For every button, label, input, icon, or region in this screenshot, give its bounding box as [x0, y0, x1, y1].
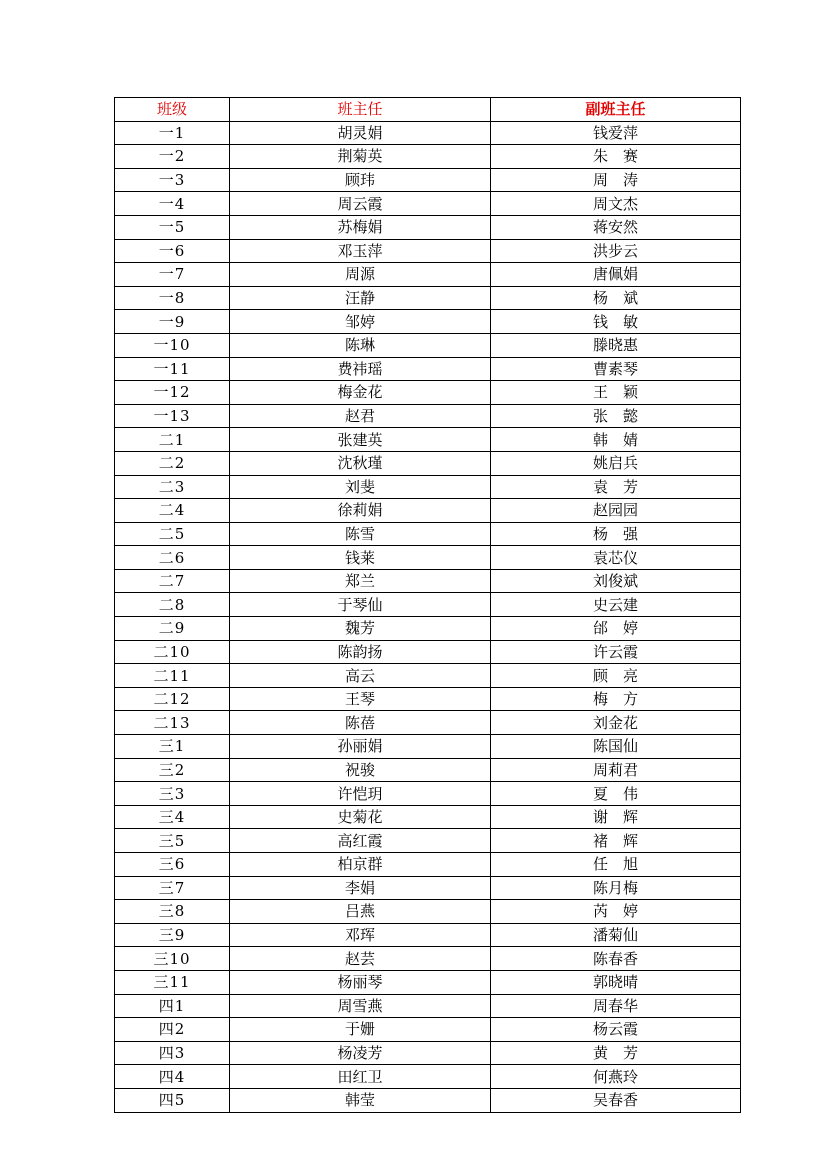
class-cell: 二12	[115, 687, 230, 711]
deputy-teacher-cell: 邰 婷	[491, 617, 741, 641]
header-head-teacher: 班主任	[230, 98, 491, 122]
head-teacher-cell: 许恺玥	[230, 782, 491, 806]
table-row	[115, 1088, 741, 1112]
table-row	[115, 947, 741, 971]
table-row	[115, 735, 741, 759]
head-teacher-cell: 于姗	[230, 1018, 491, 1042]
class-cell: 一6	[115, 239, 230, 263]
deputy-teacher-cell: 周春华	[491, 994, 741, 1018]
head-teacher-cell: 徐莉娟	[230, 499, 491, 523]
deputy-teacher-cell: 潘菊仙	[491, 923, 741, 947]
header-class: 班级	[115, 98, 230, 122]
head-teacher-cell: 祝骏	[230, 758, 491, 782]
head-teacher-cell: 陈蓓	[230, 711, 491, 735]
class-cell: 二8	[115, 593, 230, 617]
table-header-row	[115, 98, 741, 122]
class-cell: 三5	[115, 829, 230, 853]
head-teacher-cell: 魏芳	[230, 617, 491, 641]
deputy-teacher-cell: 周文杰	[491, 192, 741, 216]
class-cell: 一5	[115, 215, 230, 239]
head-teacher-cell: 赵芸	[230, 947, 491, 971]
table-row	[115, 758, 741, 782]
class-cell: 二13	[115, 711, 230, 735]
deputy-teacher-cell: 滕晓惠	[491, 333, 741, 357]
head-teacher-cell: 费祎瑶	[230, 357, 491, 381]
class-cell: 二3	[115, 475, 230, 499]
class-cell: 三8	[115, 900, 230, 924]
class-cell: 三6	[115, 853, 230, 877]
deputy-teacher-cell: 刘金花	[491, 711, 741, 735]
class-cell: 三7	[115, 876, 230, 900]
head-teacher-cell: 顾玮	[230, 168, 491, 192]
deputy-teacher-cell: 吴春香	[491, 1088, 741, 1112]
class-cell: 一3	[115, 168, 230, 192]
table-body	[115, 121, 741, 1112]
deputy-teacher-cell: 史云建	[491, 593, 741, 617]
head-teacher-cell: 沈秋瑾	[230, 451, 491, 475]
deputy-teacher-cell: 赵园园	[491, 499, 741, 523]
deputy-teacher-cell: 朱 赛	[491, 145, 741, 169]
table-row	[115, 923, 741, 947]
head-teacher-cell: 郑兰	[230, 569, 491, 593]
table-row	[115, 263, 741, 287]
head-teacher-cell: 张建英	[230, 428, 491, 452]
deputy-teacher-cell: 陈春香	[491, 947, 741, 971]
table-row	[115, 286, 741, 310]
head-teacher-cell: 田红卫	[230, 1065, 491, 1089]
table-row	[115, 1018, 741, 1042]
deputy-teacher-cell: 杨云霞	[491, 1018, 741, 1042]
table-row	[115, 1065, 741, 1089]
head-teacher-cell: 李娟	[230, 876, 491, 900]
head-teacher-cell: 孙丽娟	[230, 735, 491, 759]
deputy-teacher-cell: 周莉君	[491, 758, 741, 782]
table-row	[115, 569, 741, 593]
deputy-teacher-cell: 刘俊斌	[491, 569, 741, 593]
table-row	[115, 1041, 741, 1065]
head-teacher-cell: 钱莱	[230, 546, 491, 570]
class-cell: 二6	[115, 546, 230, 570]
deputy-teacher-cell: 郭晓晴	[491, 970, 741, 994]
table-row	[115, 239, 741, 263]
deputy-teacher-cell: 杨 强	[491, 522, 741, 546]
deputy-teacher-cell: 洪步云	[491, 239, 741, 263]
head-teacher-cell: 史菊花	[230, 805, 491, 829]
table-row	[115, 640, 741, 664]
table-row	[115, 782, 741, 806]
class-cell: 二9	[115, 617, 230, 641]
class-cell: 四1	[115, 994, 230, 1018]
class-cell: 一8	[115, 286, 230, 310]
deputy-teacher-cell: 曹素琴	[491, 357, 741, 381]
head-teacher-cell: 赵君	[230, 404, 491, 428]
table-row	[115, 357, 741, 381]
deputy-teacher-cell: 姚启兵	[491, 451, 741, 475]
head-teacher-cell: 苏梅娟	[230, 215, 491, 239]
class-cell: 二10	[115, 640, 230, 664]
class-cell: 一11	[115, 357, 230, 381]
deputy-teacher-cell: 芮 婷	[491, 900, 741, 924]
class-cell: 三2	[115, 758, 230, 782]
class-cell: 一4	[115, 192, 230, 216]
table-row	[115, 145, 741, 169]
class-cell: 一9	[115, 310, 230, 334]
table-row	[115, 994, 741, 1018]
class-cell: 一12	[115, 381, 230, 405]
deputy-teacher-cell: 张 懿	[491, 404, 741, 428]
table-row	[115, 499, 741, 523]
table-row	[115, 381, 741, 405]
class-cell: 二2	[115, 451, 230, 475]
table-row	[115, 333, 741, 357]
class-cell: 三3	[115, 782, 230, 806]
deputy-teacher-cell: 钱爱萍	[491, 121, 741, 145]
class-cell: 二1	[115, 428, 230, 452]
head-teacher-cell: 高云	[230, 664, 491, 688]
deputy-teacher-cell: 何燕玲	[491, 1065, 741, 1089]
table-row	[115, 522, 741, 546]
header-deputy-teacher: 副班主任	[491, 98, 741, 122]
class-cell: 二4	[115, 499, 230, 523]
head-teacher-cell: 周雪燕	[230, 994, 491, 1018]
deputy-teacher-cell: 任 旭	[491, 853, 741, 877]
class-cell: 一13	[115, 404, 230, 428]
head-teacher-cell: 周云霞	[230, 192, 491, 216]
class-cell: 三9	[115, 923, 230, 947]
table-row	[115, 664, 741, 688]
deputy-teacher-cell: 杨 斌	[491, 286, 741, 310]
teacher-roster-table	[114, 97, 741, 1113]
class-cell: 三1	[115, 735, 230, 759]
table-row	[115, 900, 741, 924]
table-row	[115, 192, 741, 216]
head-teacher-cell: 胡灵娟	[230, 121, 491, 145]
head-teacher-cell: 汪静	[230, 286, 491, 310]
class-cell: 四5	[115, 1088, 230, 1112]
deputy-teacher-cell: 钱 敏	[491, 310, 741, 334]
head-teacher-cell: 陈韵扬	[230, 640, 491, 664]
table-row	[115, 404, 741, 428]
table-row	[115, 310, 741, 334]
table-row	[115, 687, 741, 711]
deputy-teacher-cell: 陈月梅	[491, 876, 741, 900]
table-row	[115, 970, 741, 994]
table-row	[115, 451, 741, 475]
table-row	[115, 829, 741, 853]
class-cell: 四4	[115, 1065, 230, 1089]
class-cell: 三4	[115, 805, 230, 829]
deputy-teacher-cell: 顾 亮	[491, 664, 741, 688]
deputy-teacher-cell: 唐佩娟	[491, 263, 741, 287]
deputy-teacher-cell: 褚 辉	[491, 829, 741, 853]
head-teacher-cell: 吕燕	[230, 900, 491, 924]
deputy-teacher-cell: 周 涛	[491, 168, 741, 192]
table-row	[115, 617, 741, 641]
class-cell: 四2	[115, 1018, 230, 1042]
head-teacher-cell: 杨凌芳	[230, 1041, 491, 1065]
class-cell: 四3	[115, 1041, 230, 1065]
table-row	[115, 546, 741, 570]
class-cell: 一7	[115, 263, 230, 287]
deputy-teacher-cell: 黄 芳	[491, 1041, 741, 1065]
table-row	[115, 876, 741, 900]
head-teacher-cell: 韩莹	[230, 1088, 491, 1112]
class-cell: 三10	[115, 947, 230, 971]
head-teacher-cell: 陈琳	[230, 333, 491, 357]
head-teacher-cell: 梅金花	[230, 381, 491, 405]
deputy-teacher-cell: 许云霞	[491, 640, 741, 664]
deputy-teacher-cell: 韩 婧	[491, 428, 741, 452]
class-cell: 一1	[115, 121, 230, 145]
head-teacher-cell: 王琴	[230, 687, 491, 711]
head-teacher-cell: 高红霞	[230, 829, 491, 853]
table-row	[115, 593, 741, 617]
deputy-teacher-cell: 夏 伟	[491, 782, 741, 806]
deputy-teacher-cell: 蒋安然	[491, 215, 741, 239]
table-row	[115, 168, 741, 192]
deputy-teacher-cell: 王 颖	[491, 381, 741, 405]
head-teacher-cell: 柏京群	[230, 853, 491, 877]
deputy-teacher-cell: 陈国仙	[491, 735, 741, 759]
class-cell: 二5	[115, 522, 230, 546]
head-teacher-cell: 邓玉萍	[230, 239, 491, 263]
deputy-teacher-cell: 袁芯仪	[491, 546, 741, 570]
class-cell: 二11	[115, 664, 230, 688]
table-row	[115, 121, 741, 145]
table-row	[115, 805, 741, 829]
head-teacher-cell: 邹婷	[230, 310, 491, 334]
class-cell: 一2	[115, 145, 230, 169]
deputy-teacher-cell: 谢 辉	[491, 805, 741, 829]
head-teacher-cell: 杨丽琴	[230, 970, 491, 994]
deputy-teacher-cell: 袁 芳	[491, 475, 741, 499]
head-teacher-cell: 陈雪	[230, 522, 491, 546]
table-row	[115, 853, 741, 877]
table-row	[115, 475, 741, 499]
table-row	[115, 428, 741, 452]
head-teacher-cell: 荆菊英	[230, 145, 491, 169]
class-cell: 一10	[115, 333, 230, 357]
deputy-teacher-cell: 梅 方	[491, 687, 741, 711]
head-teacher-cell: 周源	[230, 263, 491, 287]
head-teacher-cell: 刘斐	[230, 475, 491, 499]
class-cell: 二7	[115, 569, 230, 593]
class-cell: 三11	[115, 970, 230, 994]
head-teacher-cell: 邓珲	[230, 923, 491, 947]
table-row	[115, 215, 741, 239]
table-row	[115, 711, 741, 735]
head-teacher-cell: 于琴仙	[230, 593, 491, 617]
